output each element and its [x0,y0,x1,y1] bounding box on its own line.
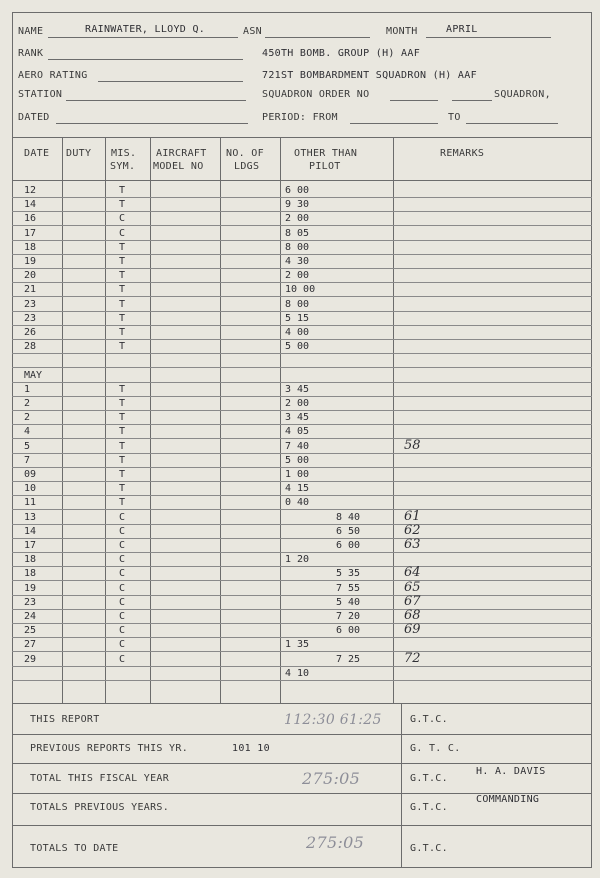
row-mis-sym: T [119,241,126,253]
row-date: 1 [24,383,31,395]
row-rule [12,367,592,368]
row-rule [12,580,592,581]
row-time-a: 9 30 [285,199,310,211]
fiscal-sign: G.T.C. [410,773,448,784]
row-time-a: 2 00 [285,270,310,282]
row-date: 23 [24,596,37,608]
row-rule [12,211,592,212]
row-mis-sym: C [119,227,126,239]
row-rule [12,382,592,383]
period-to-line [466,123,558,124]
col-aircraft-1: AIRCRAFT [156,148,207,159]
row-remark: 58 [404,437,421,453]
squadron-text: 721ST BOMBARDMENT SQUADRON (H) AAF [262,70,477,81]
years-label: TOTALS PREVIOUS YEARS. [30,802,170,813]
totals-rule-2 [12,763,592,764]
row-date: 14 [24,525,37,537]
row-mis-sym: T [119,298,126,310]
row-time-b: 7 25 [336,653,361,665]
frame-right [591,12,592,868]
row-rule [12,538,592,539]
row-remark: 68 [404,608,421,623]
row-mis-sym: C [119,582,126,594]
row-date: 18 [24,568,37,580]
row-rule [12,637,592,638]
frame-left [12,12,13,868]
row-rule [12,623,592,624]
to-date-sign: G.T.C. [410,843,448,854]
previous-value: 101 10 [232,743,270,754]
row-date: 24 [24,611,37,622]
previous-label: PREVIOUS REPORTS THIS YR. [30,743,189,754]
frame-bottom [12,867,592,868]
row-date: 18 [24,241,37,253]
officer-name: H. A. DAVIS [476,766,546,777]
row-time-a: 1 20 [285,554,310,566]
to-date-label: TOTALS TO DATE [30,843,119,854]
row-date: 11 [24,497,37,509]
squadron-suffix: SQUADRON, [494,89,551,100]
row-mis-sym: C [119,596,126,608]
row-time-a: 5 00 [285,454,310,466]
row-mis-sym: T [119,256,126,267]
totals-top-rule [12,703,592,704]
col-date: DATE [24,148,50,159]
row-rule [12,225,592,226]
row-mis-sym: T [119,454,126,466]
row-mis-sym: T [119,312,126,324]
row-mis-sym: T [119,270,126,282]
row-mis-sym: C [119,540,126,551]
row-rule [12,197,592,198]
row-remark: 65 [404,579,421,595]
row-time-a: 7 40 [285,440,310,452]
row-remark: 62 [404,522,421,538]
totals-sign-rule [401,703,402,868]
row-date: 7 [24,454,31,466]
row-rule [12,296,592,297]
row-rule [12,438,592,439]
row-time-a: 8 00 [285,241,310,253]
station-label: STATION [18,89,63,100]
row-mis-sym: T [119,327,126,338]
row-rule [12,680,592,681]
row-date: 13 [24,511,37,523]
row-date: 5 [24,440,31,452]
dated-line [56,123,248,124]
col-rule-ldgs [220,137,221,703]
asn-label: ASN [243,26,262,37]
col-duty: DUTY [66,148,92,159]
row-mis-sym: T [119,185,126,196]
row-mis-sym: C [119,625,126,637]
row-time-a: 4 10 [285,667,310,679]
row-date: 26 [24,327,37,338]
order-no-line [390,100,438,101]
row-mis-sym: C [119,525,126,537]
row-time-a: 3 45 [285,383,310,395]
row-mis-sym: T [119,383,126,395]
this-report-sign: G.T.C. [410,714,448,725]
aero-rating-label: AERO RATING [18,70,88,81]
row-mis-sym: T [119,426,126,438]
row-time-a: 1 00 [285,469,310,480]
row-time-b: 6 00 [336,540,361,551]
to-date-value: 275:05 [306,833,365,852]
row-date: 19 [24,582,37,594]
row-date: 29 [24,653,37,665]
col-ldgs-1: NO. OF [226,148,264,159]
row-rule [12,353,592,354]
row-date: 23 [24,298,37,310]
row-date: 09 [24,469,37,480]
row-mis-sym: C [119,511,126,523]
row-rule [12,268,592,269]
row-date: 10 [24,483,37,495]
row-mis-sym: C [119,639,126,651]
row-date: 19 [24,256,37,267]
row-rule [12,396,592,397]
col-remarks: REMARKS [440,148,485,159]
row-time-a: 2 00 [285,213,310,225]
name-label: NAME [18,26,44,37]
previous-sign: G. T. C. [410,743,461,754]
row-rule [12,552,592,553]
row-rule [12,311,592,312]
row-time-a: 3 45 [285,412,310,424]
rank-label: RANK [18,48,44,59]
row-mis-sym: C [119,653,126,665]
row-date: 27 [24,639,37,651]
aero-rating-line [98,81,243,82]
fiscal-label: TOTAL THIS FISCAL YEAR [30,773,170,784]
row-mis-sym: T [119,440,126,452]
this-report-label: THIS REPORT [30,714,100,725]
row-date: 18 [24,554,37,566]
totals-rule-1 [12,734,592,735]
row-date: 17 [24,227,37,239]
row-time-b: 5 40 [336,596,361,608]
name-line [48,37,238,38]
col-rule-other [280,137,281,703]
col-rule-aircraft [150,137,151,703]
row-rule [12,595,592,596]
rank-line [48,59,243,60]
row-rule [12,424,592,425]
row-date: 2 [24,412,31,424]
row-mis-sym: T [119,284,126,296]
row-rule [12,566,592,567]
col-mis-sym-2: SYM. [110,161,136,172]
period-label: PERIOD: FROM [262,112,338,123]
row-time-b: 8 40 [336,511,361,523]
row-time-a: 4 15 [285,483,310,495]
row-time-b: 6 00 [336,625,361,637]
row-mis-sym: C [119,554,126,566]
row-time-a: 6 00 [285,185,310,196]
row-time-a: 8 00 [285,298,310,310]
row-time-a: 4 00 [285,327,310,338]
row-rule [12,666,592,667]
to-label: TO [448,112,461,123]
row-date: 21 [24,284,37,296]
row-date: 20 [24,270,37,282]
row-rule [12,495,592,496]
row-rule [12,609,592,610]
row-time-b: 7 55 [336,582,361,594]
frame-top [12,12,592,13]
row-time-a: 0 40 [285,497,310,509]
row-rule [12,254,592,255]
station-line [66,100,246,101]
row-remark: 67 [404,593,421,609]
table-header-rule [12,180,592,181]
row-time-a: 1 35 [285,639,310,651]
name-value: RAINWATER, LLOYD Q. [85,24,206,35]
row-remark: 61 [404,508,421,524]
row-remark: 64 [404,565,421,581]
row-rule [12,240,592,241]
row-rule [12,339,592,340]
table-top-rule [12,137,592,138]
row-date: 25 [24,625,37,637]
row-remark: 69 [404,622,421,638]
row-rule [12,453,592,454]
row-date: 12 [24,185,37,196]
period-from-line [350,123,438,124]
row-date: 28 [24,341,37,353]
col-mis-sym-1: MIS. [111,148,137,159]
row-time-b: 7 20 [336,611,361,622]
row-rule [12,651,592,652]
row-time-a: 4 05 [285,426,310,438]
row-date: 4 [24,426,31,438]
order-line-2 [452,100,492,101]
row-rule [12,509,592,510]
row-date: 23 [24,312,37,324]
row-rule [12,524,592,525]
month-value: APRIL [446,24,478,35]
row-date: 16 [24,213,37,225]
asn-line [265,37,370,38]
row-date: MAY [24,369,43,381]
row-mis-sym: C [119,568,126,580]
this-report-value: 112:30 61:25 [284,712,382,728]
col-other-1: OTHER THAN [294,148,358,159]
row-rule [12,410,592,411]
row-mis-sym: T [119,469,126,480]
group-text: 450TH BOMB. GROUP (H) AAF [262,48,421,59]
row-time-a: 10 00 [285,284,316,296]
row-mis-sym: T [119,199,126,211]
col-rule-remarks [393,137,394,703]
row-time-b: 6 50 [336,525,361,537]
totals-rule-4 [12,825,592,826]
row-mis-sym: T [119,497,126,509]
row-date: 2 [24,398,31,409]
month-label: MONTH [386,26,418,37]
row-mis-sym: T [119,341,126,353]
row-rule [12,282,592,283]
row-time-b: 5 35 [336,568,361,580]
month-line [426,37,551,38]
row-mis-sym: T [119,483,126,495]
col-rule-sym [105,137,106,703]
officer-title: COMMANDING [476,794,540,805]
dated-label: DATED [18,112,50,123]
col-aircraft-2: MODEL NO [153,161,204,172]
row-mis-sym: T [119,398,126,409]
col-ldgs-2: LDGS [234,161,260,172]
row-mis-sym: C [119,213,126,225]
fiscal-value: 275:05 [302,769,361,788]
row-time-a: 4 30 [285,256,310,267]
row-remark: 63 [404,537,421,552]
row-rule [12,467,592,468]
squadron-order-label: SQUADRON ORDER NO [262,89,370,100]
row-date: 14 [24,199,37,211]
row-remark: 72 [404,650,421,666]
row-mis-sym: T [119,412,126,424]
row-mis-sym: C [119,611,126,622]
row-rule [12,325,592,326]
row-date: 17 [24,540,37,551]
years-sign: G.T.C. [410,802,448,813]
col-rule-duty [62,137,63,703]
row-time-a: 8 05 [285,227,310,239]
row-time-a: 5 00 [285,341,310,353]
col-other-2: PILOT [309,161,341,172]
row-time-a: 2 00 [285,398,310,409]
row-rule [12,481,592,482]
row-time-a: 5 15 [285,312,310,324]
